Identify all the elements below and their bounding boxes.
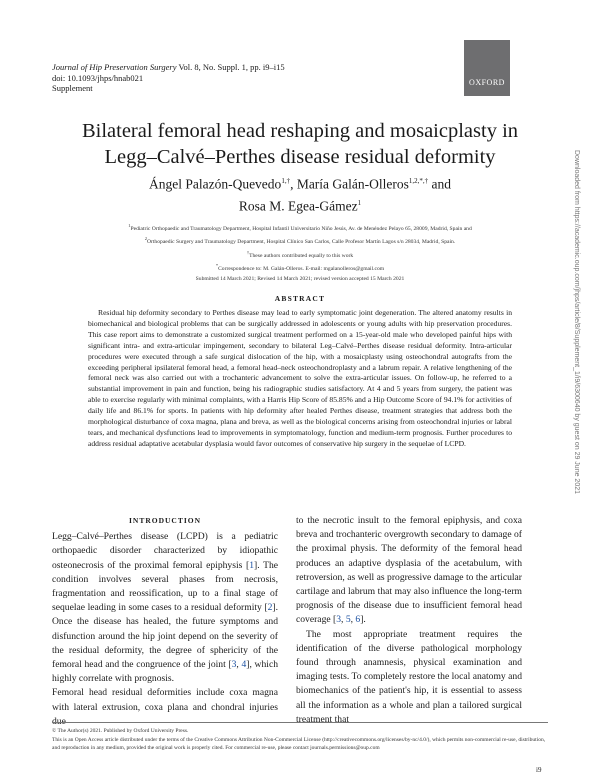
author-3-marks: 1 — [357, 198, 362, 207]
copyright-line: © The Author(s) 2021. Published by Oxford University Press. — [52, 728, 189, 734]
author-3: Rosa M. Egea-Gámez — [238, 198, 358, 213]
citation-link[interactable]: 3 — [336, 614, 342, 626]
intro-p1-text-c: ]. Once the disease has healed, the future symptoms and disfunction around the hip joint depend on the severity of the residual deformity, the degree of sphericity of the femoral head and the congruence of the joint [ — [52, 602, 278, 671]
footer-divider — [52, 722, 548, 723]
equal-contribution-text: These authors contributed equally to this work — [249, 252, 354, 259]
license-text: This is an Open Access article distributed under the terms of the Creative Commons Attribution Non-Commercial License (http://creativecommons.org/licenses/by-nc/4.0/), which permits non-commercial re-use, distribution, and reproduction in any medium, provided the original work is properly cited. For commercial re-use, please contact journals.permissions@oup.com — [52, 736, 546, 752]
intro-p1-text-b: ]. The condition involves several phases from necrosis, fragmentation and reossification, up to a final stage of sequelae leading in some cases to a residual deformity [ — [52, 559, 279, 614]
journal-citation: Vol. 8, No. Suppl. 1, pp. i9–i15 — [176, 62, 285, 72]
intro-paragraph-2-start — [52, 686, 278, 727]
intro-p1-text-d: ], which highly correlate with prognosis. — [52, 659, 278, 685]
intro-paragraph-3: The most appropriate treatment requires the identification of the diverse pathological morphology found through anamnesis, physical examination and imaging tests. To completely restore the local anatomy and biomechanics of the patient's hip, it is essential to assess all the information as a whole and plan a tailored surgical treatment that — [296, 628, 522, 725]
intro-p1-text-a: Legg–Calvé–Perthes disease (LCPD) is a pediatric orthopaedic disorder characterized by idiopathic osteonecrosis of the proximal femoral epiphysis [ — [52, 531, 278, 571]
body-column-left — [52, 514, 279, 727]
body-column-right — [296, 514, 522, 727]
citation-link[interactable]: 6 — [355, 614, 361, 626]
intro-p2-text-left: Femoral head residual deformities include coxa magna with lateral extrusion, coxa plana and chondral injuries due — [52, 687, 278, 727]
citation-separator: , — [350, 614, 356, 626]
citation-link[interactable]: 5 — [345, 614, 351, 626]
correspondence-symbol: * — [215, 263, 219, 269]
citation-separator: , — [341, 614, 346, 626]
license-footer — [52, 727, 548, 753]
abstract-text: Residual hip deformity secondary to Perthes disease may lead to early symptomatic joint degeneration. The altered anatomy results in biomechanical and biological problems that can be surgically addressed in adolescents or young adults with hip preservation procedures. This case report aims to demonstrate a customized surgical treatment performed on a 15-year-old male who developed painful hips with significant intra- and extra-articular impingement, secondary to bilateral Leg–Calvé–Perthes disease residual deformity. Intra-articular procedures were executed through a safe surgical dislocation of the hip, with a mosaicplasty using osteochondral autografts from the exceeding peripheral ipsilateral femoral head, a femoral head–neck osteochondroplasty and a labrum repair. A relative lengthening of the femoral neck was also carried out with a trochanteric advancement to solve the extra-articular issues. On follow-up, he referred to a substantial improvement in pain and function, being his radiographic studies satisfactory. At 4 and 5 years from surgery, the patient was able to exercise regularly with minimal complaints, with a Harris Hip Score of 85.85% and a Hip Outcome Score of 94.1% for activities of daily life and 86.1% for sports. In patients with hip deformity after healed Perthes disease, treatment strategies that address both the morphological disturbance of coxa magna, plana and breva, as well as the biological concerns arising from osteochondral injuries or labral tears, and mechanical dysfunctions lead to improvements in symptomatology, function and medium-term prognosis. Further procedures to address residual adaptative acetabular dysplasia would favor outcomes of conservative hip surgery in the sequelae of LCPD. — [88, 308, 512, 448]
affiliation-1 — [52, 221, 548, 234]
author-2: María Galán-Olleros — [296, 176, 409, 192]
oxford-logo-text: OXFORD — [469, 78, 505, 87]
oxford-logo — [464, 40, 510, 96]
title-line-1: Bilateral femoral head reshaping and mosaicplasty in — [81, 120, 519, 142]
title-line-2: Legg–Calvé–Perthes disease residual deformity — [104, 146, 496, 168]
author-and: and — [431, 176, 452, 192]
affiliations — [52, 221, 548, 284]
citation-separator: , — [236, 659, 242, 671]
affiliation-1-text: Pediatric Orthopaedic and Traumatology Department, Hospital Infantil Universitario Niño Jesús, Av. de Menéndez Pelayo 65, 28009, Madrid, Spain and — [130, 225, 472, 232]
journal-section: Supplement — [52, 83, 93, 93]
journal-header — [52, 62, 285, 94]
correspondence-note — [52, 261, 548, 274]
affiliation-1-number: 1 — [128, 223, 131, 228]
citation-link[interactable]: 3 — [231, 659, 237, 671]
abstract-heading: ABSTRACT — [274, 294, 326, 303]
citation-link[interactable]: 4 — [241, 659, 247, 671]
author-list: Ángel Palazón-Quevedo$^{1,\dagger}$, María Galán-Olleros$^{1,2,*,\dagger}$ and Rosa M. Egea-Gámez$^1$ — [148, 176, 452, 213]
correspondence-text: Correspondence to: M. Galán-Olleros. E-mail: mgalanolleros@gmail.com — [218, 266, 385, 273]
intro-p2-end: ]. — [360, 614, 366, 626]
author-2-marks: 1,2,*,† — [408, 177, 429, 185]
submission-dates: Submitted 14 March 2021; Revised 14 March 2021; revised version accepted 15 March 2021 — [195, 275, 405, 282]
citation-link[interactable]: 1 — [249, 559, 255, 571]
page-number: i9 — [536, 766, 542, 774]
intro-p2-continued: to the necrotic insult to the femoral epiphysis, and coxa breva and trochanteric overgrowth secondary to damage of the proximal physis. The deformity of the femoral head produces an adaptive dysplasia of the acetabulum, with retroversion, as well as progressive damage to the articular cartilage and labrum that may also influence the long-term prognosis of the disease due to insufficient femoral head coverage [ — [296, 515, 522, 626]
author-1-marks: 1,† — [281, 177, 291, 185]
affiliation-2-text: Orthopaedic Surgery and Traumatology Department, Hospital Clínico San Carlos, Calle Profesor Martín Lagos s/n 28034, Madrid, Spain. — [146, 239, 456, 246]
author-1: Ángel Palazón-Quevedo — [148, 176, 282, 192]
introduction-heading: INTRODUCTION — [128, 516, 201, 525]
journal-name: Journal of Hip Preservation Surgery — [52, 62, 177, 72]
affiliation-2-number: 2 — [144, 236, 147, 242]
article-title — [40, 118, 560, 170]
citation-link[interactable]: 2 — [267, 602, 273, 614]
download-watermark: Downloaded from https://academic.oup.com/jhps/article/8/Supplement_1/i9/6300640 by guest on 29 June 2021 — [573, 150, 580, 494]
intro-paragraph-2 — [296, 514, 522, 628]
equal-contribution-symbol: † — [246, 249, 250, 255]
intro-paragraph-1 — [52, 530, 278, 686]
equal-contribution-note — [52, 248, 548, 261]
journal-doi: doi: 10.1093/jhps/hnab021 — [52, 72, 144, 83]
affiliation-2 — [52, 234, 548, 247]
